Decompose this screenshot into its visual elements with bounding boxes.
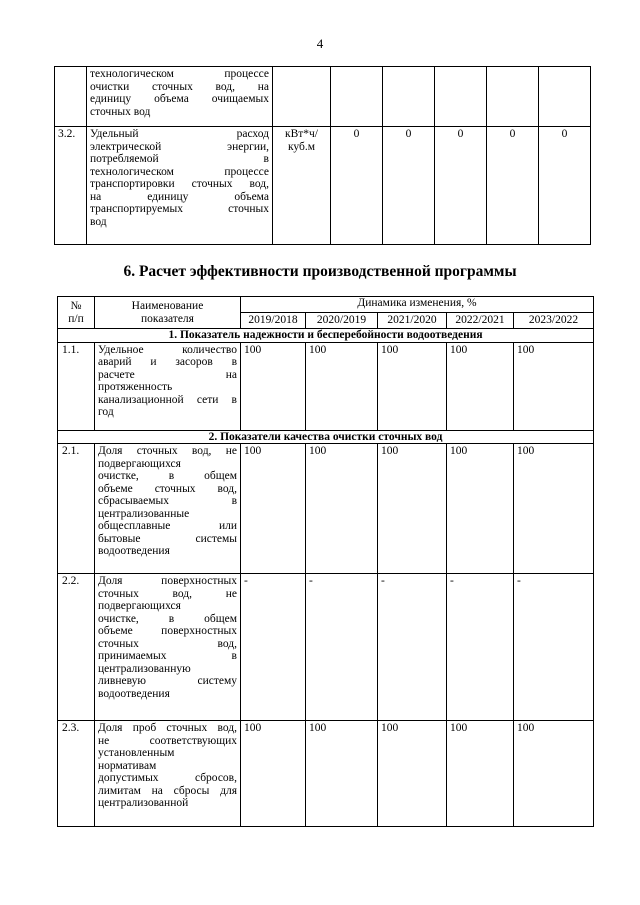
row-number: 2.1. [58,444,95,574]
value-cell: 0 [539,127,591,245]
row-number: 2.2. [58,574,95,721]
name-line: общесплавные или [98,520,237,532]
name-line: транспортировки сточных вод, [90,178,269,190]
table-row [55,127,591,245]
header-row [58,297,594,313]
name-line: принимаемых в [98,650,237,662]
value-cell: 100 [447,721,514,827]
row-number [55,67,87,127]
name-line: Удельный расход [90,128,269,140]
table-row [58,721,594,827]
value-cell: 100 [306,444,378,574]
value-cell: - [378,574,447,721]
name-line: очистке, в общем [98,470,237,482]
name-line: вод [90,215,107,228]
value-cell [331,67,383,127]
indicator-name [87,67,273,127]
name-line: объеме сточных вод, [98,482,237,495]
header-line: № [70,300,82,312]
name-line: подвергающихся [98,600,181,612]
unit-cell [273,127,331,245]
value-cell: 100 [241,444,306,574]
name-line: подвергающихся [98,457,181,470]
value-cell: 100 [241,342,306,430]
name-line: расчете на [98,368,237,381]
unit-cell [273,67,331,127]
name-line: установленным [98,747,175,759]
table-row [58,342,594,430]
row-number: 1.1. [58,342,95,430]
name-line: водоотведения [98,545,170,557]
name-line: аварий и засоров в [98,356,237,368]
col-header-num [58,297,95,329]
name-line: не соответствующих [98,734,237,747]
name-line: водоотведения [98,687,170,700]
name-line: единицу объема очищаемых [90,93,269,105]
indicator-name [95,721,241,827]
name-line: электрической энергии, [90,140,269,153]
name-line: централизованную [98,662,191,675]
header-line: Наименование [131,300,204,312]
name-line: технологическом процессе [90,165,269,178]
indicator-name [95,574,241,721]
name-line: Удельное количество [98,343,237,356]
dynamics-header: Динамика изменения, % [241,297,594,313]
value-cell: 100 [447,342,514,430]
row-number: 3.2. [55,127,87,245]
name-line: сбрасываемых в [98,495,237,507]
value-cell: - [306,574,378,721]
name-line: транспортируемых сточных [90,203,269,215]
indicator-name [87,127,273,245]
name-line: сточных вод, не [98,587,237,600]
section-title: 6. Расчет эффективности производственной программы [123,263,517,280]
value-cell [487,67,539,127]
year-header: 2022/2021 [447,313,514,329]
value-cell [539,67,591,127]
value-cell: 0 [331,127,383,245]
name-line: объеме поверхностных [98,625,237,637]
value-cell: 100 [306,342,378,430]
name-line: централизованные [98,507,190,520]
efficiency-table [57,296,594,827]
value-cell [435,67,487,127]
value-cell: 100 [306,721,378,827]
value-cell [383,67,435,127]
name-line: сточных вод, [98,637,237,650]
name-line: технологическом процессе [90,68,269,80]
name-line: бытовые системы [98,532,237,545]
indicator-name [95,342,241,430]
value-cell: - [447,574,514,721]
section-heading: 2. Показатели качества очистки сточных вод [58,430,594,444]
unit-line: кВт*ч/ [284,128,318,140]
name-line: ливневую систему [98,675,237,687]
name-line: очистки сточных вод, на [90,80,269,93]
value-cell: 0 [487,127,539,245]
section-row [58,430,594,444]
value-cell: 100 [514,342,594,430]
name-line: Доля проб сточных вод, [98,722,237,734]
name-line: на единицу объема [90,190,269,203]
year-header: 2020/2019 [306,313,378,329]
table-row [58,574,594,721]
name-line: протяженность [98,381,173,393]
name-line: Доля сточных вод, не [98,445,237,457]
unit-line: куб.м [287,140,316,153]
name-line: лимитам на сбросы для [98,784,237,797]
value-cell: 100 [378,721,447,827]
value-cell: 100 [514,444,594,574]
name-line: нормативам [98,759,157,772]
value-cell: 100 [241,721,306,827]
year-header: 2021/2020 [378,313,447,329]
row-number: 2.3. [58,721,95,827]
value-cell: 100 [378,342,447,430]
name-line: централизованной [98,797,189,809]
section-heading: 1. Показатель надежности и бесперебойности водоотведения [58,329,594,343]
year-header: 2023/2022 [514,313,594,329]
value-cell: - [514,574,594,721]
name-line: сточных вод [90,105,151,118]
name-line: очистке, в общем [98,612,237,625]
name-line: потребляемой в [90,153,269,165]
name-line: год [98,406,114,418]
value-cell: 100 [447,444,514,574]
page-number: 4 [316,36,324,51]
header-line: показателя [141,312,194,325]
header-line: п/п [68,312,84,325]
value-cell: 100 [378,444,447,574]
name-line: канализационной сети в [98,393,237,406]
col-header-name [95,297,241,329]
value-cell: 0 [435,127,487,245]
section-row [58,329,594,343]
name-line: допустимых сбросов, [98,772,237,784]
value-cell: 100 [514,721,594,827]
year-header: 2019/2018 [241,313,306,329]
value-cell: 0 [383,127,435,245]
indicator-name [95,444,241,574]
value-cell: - [241,574,306,721]
top-table [54,66,591,245]
table-row [58,444,594,574]
name-line: Доля поверхностных [98,575,237,587]
table-row [55,67,591,127]
